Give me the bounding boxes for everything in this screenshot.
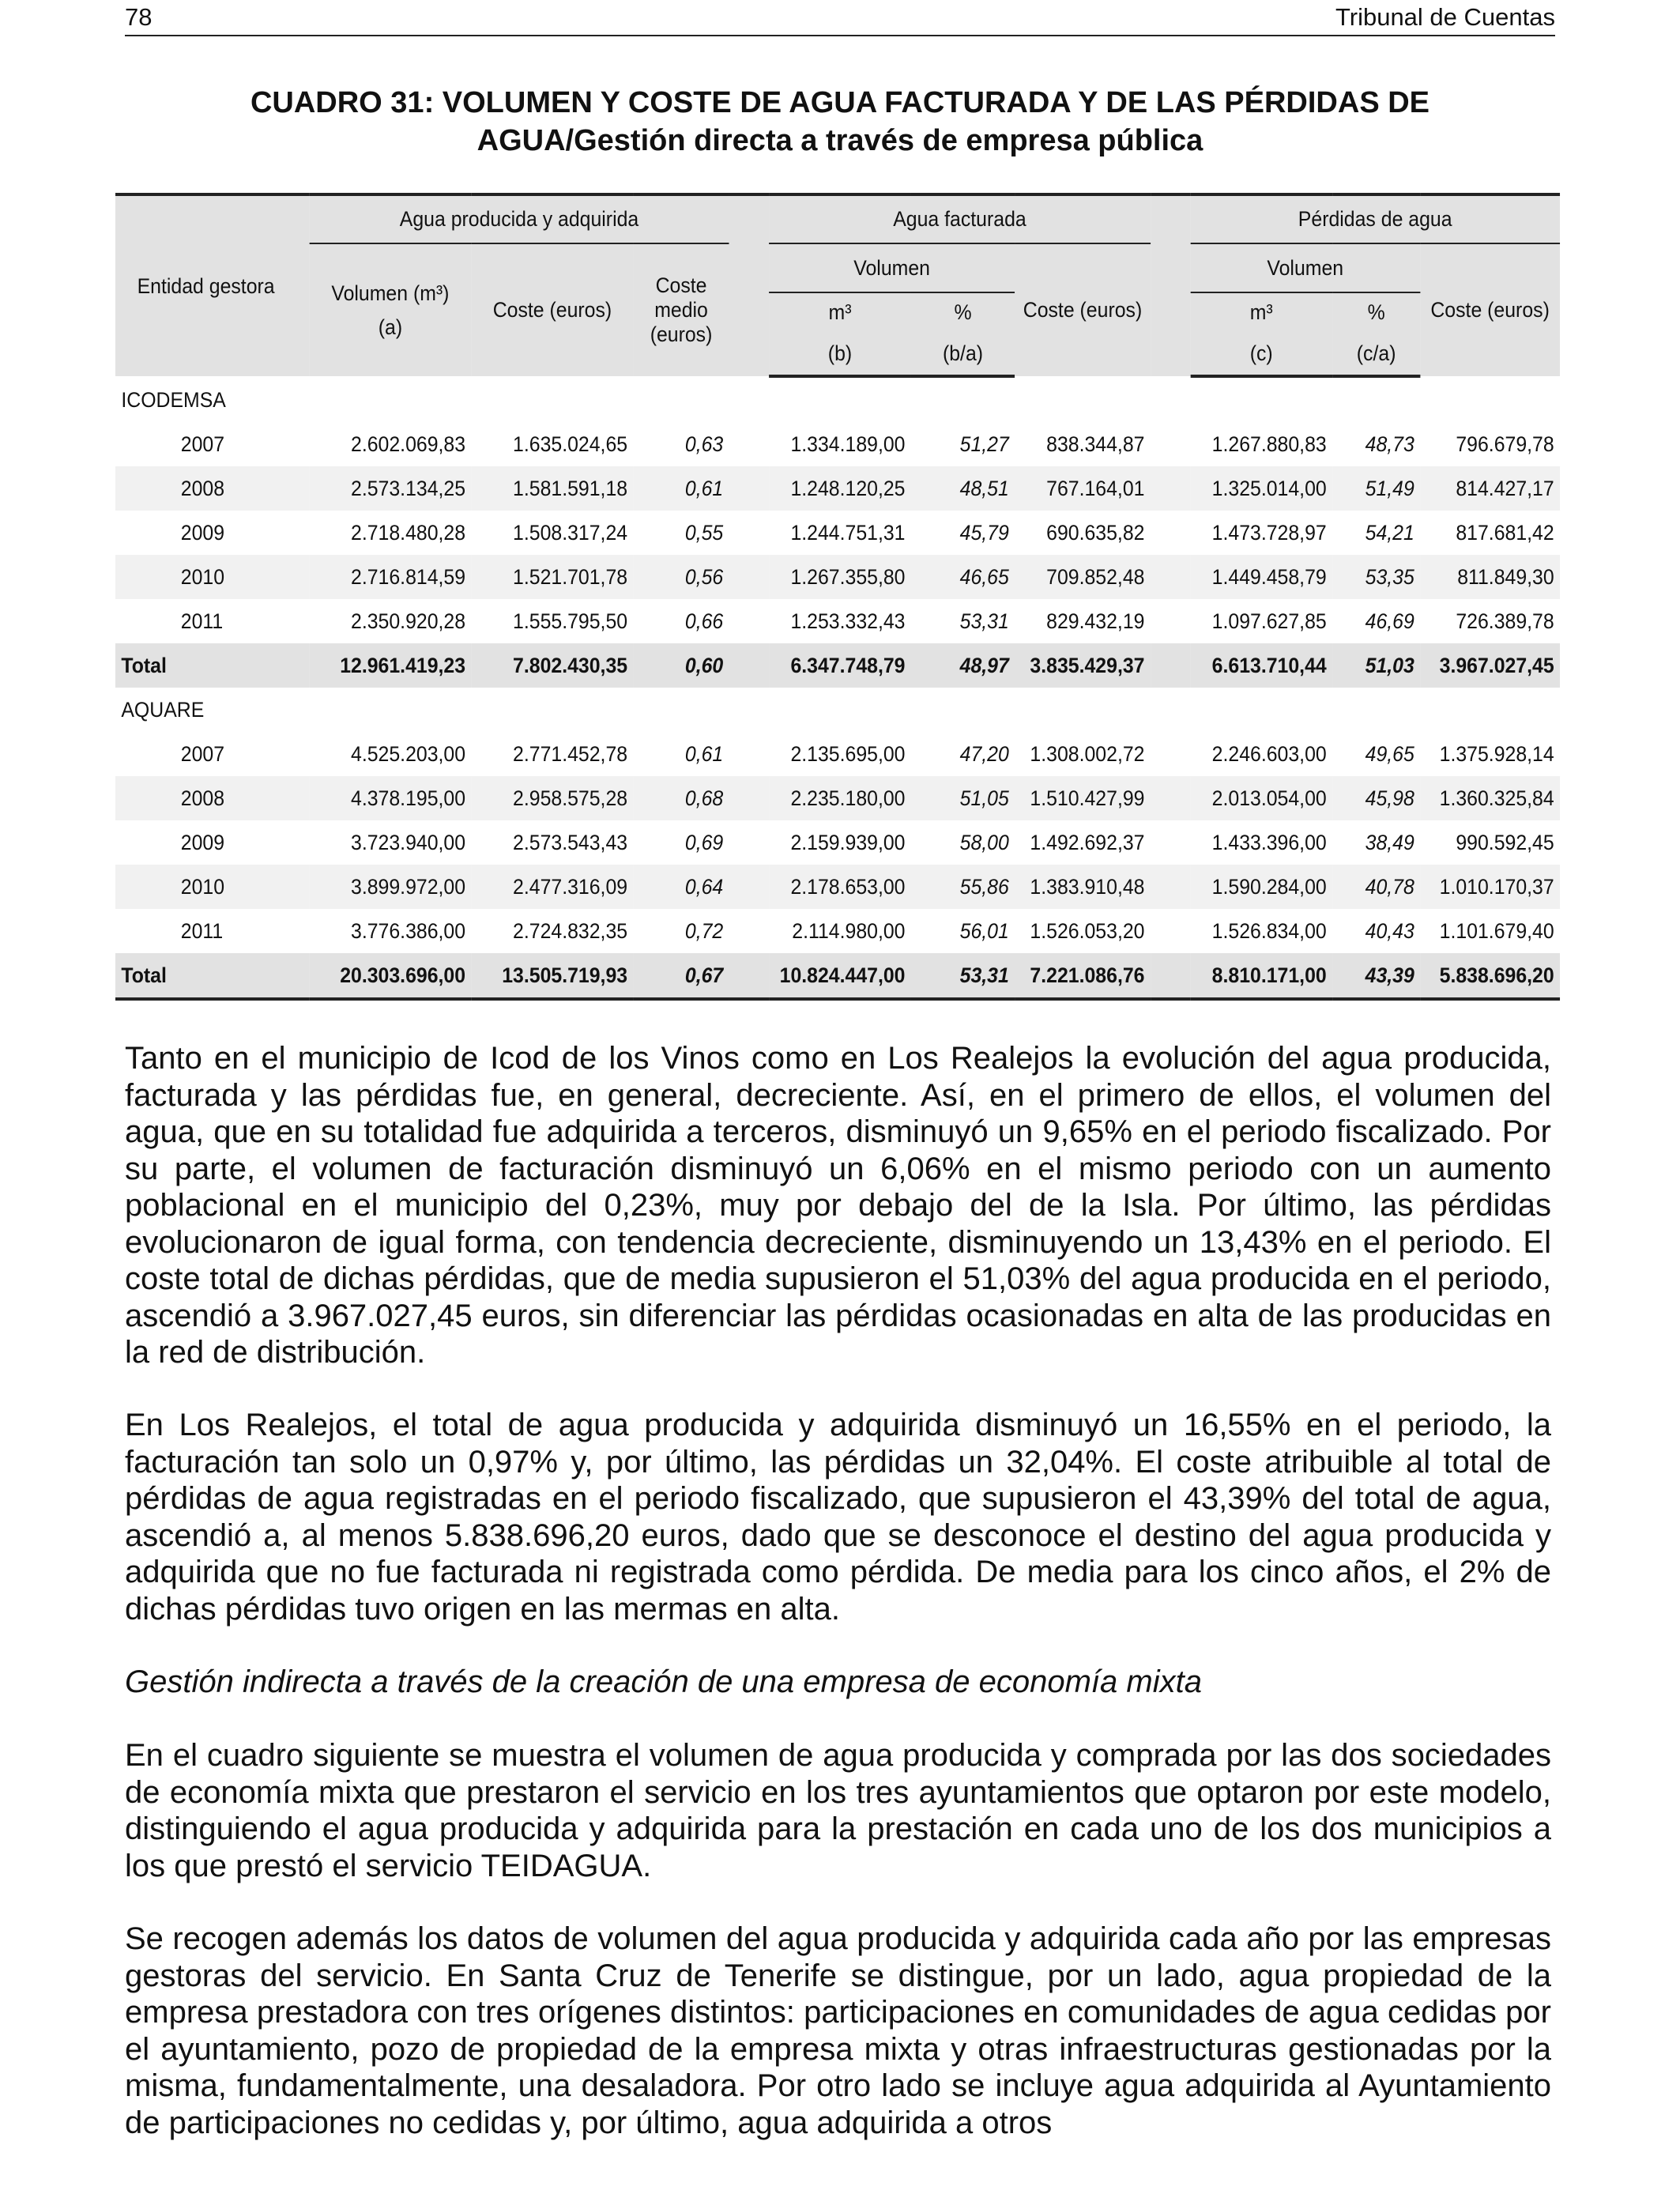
table-cell: 1.360.325,84 xyxy=(1420,776,1560,820)
paragraph-cuadro-siguiente xyxy=(125,1737,1551,1884)
header-perdidas: Pérdidas de agua xyxy=(1190,194,1560,243)
header-agua-facturada: Agua facturada xyxy=(769,194,1151,243)
cell-spacer xyxy=(1151,732,1190,776)
table-cell: 829.432,19 xyxy=(1046,609,1145,633)
cell-spacer xyxy=(1151,776,1190,820)
table-cell: Total xyxy=(115,643,309,688)
cell-spacer xyxy=(1151,511,1190,555)
table-cell: 43,39 xyxy=(1332,953,1420,999)
header-ca: (c/a) xyxy=(1332,332,1420,376)
table-cell: 1.253.332,43 xyxy=(790,609,906,633)
table-row xyxy=(115,732,1560,776)
table-row xyxy=(115,555,1560,599)
table-cell: 48,51 xyxy=(911,466,1015,511)
table-cell: 2.602.069,83 xyxy=(351,432,466,456)
cell-spacer xyxy=(729,599,769,643)
table-cell: 1.334.189,00 xyxy=(790,432,906,456)
table-cell: 51,03 xyxy=(1332,643,1420,688)
table-cell: 2011 xyxy=(180,918,224,943)
header-ba: (b/a) xyxy=(911,332,1015,376)
table-cell: 2.724.832,35 xyxy=(513,918,628,943)
cell-spacer xyxy=(729,909,769,953)
table-cell: 2.135.695,00 xyxy=(790,741,906,766)
table-cell: 2.477.316,09 xyxy=(471,865,633,909)
table-cell: 2.159.939,00 xyxy=(790,830,906,854)
header-agua-producida: Agua producida y adquirida xyxy=(309,194,729,243)
table-cell: 1.555.795,50 xyxy=(513,609,628,633)
table-body xyxy=(115,376,1560,999)
table-cell: 58,00 xyxy=(959,830,1009,854)
table-cell: 2.718.480,28 xyxy=(351,520,466,545)
header-m3-b: m³ xyxy=(828,300,852,324)
cell-spacer xyxy=(1151,865,1190,909)
table-cell: 53,31 xyxy=(911,953,1015,999)
table-cell: 0,66 xyxy=(684,609,724,633)
table-cell: 2007 xyxy=(180,432,225,456)
table-cell: 49,65 xyxy=(1365,741,1414,766)
cell-spacer xyxy=(729,555,769,599)
header-spacer xyxy=(1151,243,1190,376)
table-cell: 3.899.972,00 xyxy=(309,865,471,909)
header-entidad: Entidad gestora xyxy=(115,194,309,376)
cell-spacer xyxy=(729,776,769,820)
table-cell: 13.505.719,93 xyxy=(471,953,633,999)
table-cell: 7.221.086,76 xyxy=(1015,953,1151,999)
table-cell: 1.097.627,85 xyxy=(1211,609,1327,633)
header-c: (c) xyxy=(1190,332,1332,376)
cell-spacer xyxy=(1151,466,1190,511)
table-cell: 2.114.980,00 xyxy=(792,918,906,943)
table-cell: 0,72 xyxy=(684,918,724,943)
table-cell: 1.635.024,65 xyxy=(513,432,628,456)
header-coste-perd: Coste (euros) xyxy=(1430,298,1550,322)
table-cell: 1.510.427,99 xyxy=(1015,776,1151,820)
table-cell: 814.427,17 xyxy=(1420,466,1560,511)
table-cell: 2.716.814,59 xyxy=(309,555,471,599)
table-cell: 0,69 xyxy=(684,830,724,854)
table-cell: 0,67 xyxy=(633,953,729,999)
table-cell: 1.010.170,37 xyxy=(1420,865,1560,909)
table-cell: 811.849,30 xyxy=(1420,555,1560,599)
paragraph-text: En Los Realejos, el total de agua producida y adquirida disminuyó un 16,55% en el periodo, la facturación tan solo un 0,97% y, por último, las pérdidas un 32,04%. El coste atribuible al total de pérdidas de agua registradas en el periodo fiscalizado, que supusieron el 43,39% del total de agua, ascendió a, al menos 5.838.696,20 euros, dado que se desconoce el destino del agua producida y adquirida que no fue facturada ni registrada como pérdida. De media para los cinco años, el 2% de dichas pérdidas tuvo origen en las mermas en alta. xyxy=(125,1408,1551,1627)
table-cell: 10.824.447,00 xyxy=(769,953,911,999)
group-row xyxy=(115,688,1560,732)
table-cell: 6.347.748,79 xyxy=(769,643,911,688)
table-cell: 990.592,45 xyxy=(1456,830,1554,854)
total-row xyxy=(115,643,1560,688)
table-cell: 1.267.880,83 xyxy=(1211,432,1327,456)
table-cell: 1.590.284,00 xyxy=(1190,865,1332,909)
table-cell: 1.508.317,24 xyxy=(513,520,628,545)
cell-spacer xyxy=(729,643,769,688)
table-cell: 51,49 xyxy=(1332,466,1420,511)
group-name: ICODEMSA xyxy=(121,387,226,412)
cell-spacer xyxy=(1151,599,1190,643)
table-cell: 1.492.692,37 xyxy=(1030,830,1145,854)
table-cell: 48,73 xyxy=(1365,432,1414,456)
table-cell: 709.852,48 xyxy=(1015,555,1151,599)
table-cell: 53,31 xyxy=(959,609,1009,633)
paragraph-text: En el cuadro siguiente se muestra el volumen de agua producida y comprada por las dos sociedades de economía mixta que prestaron el servicio en los tres ayuntamientos que optaron por este modelo, distinguiendo el agua producida y adquirida para la prestación en cada uno de los dos municipios a los que prestó el servicio TEIDAGUA. xyxy=(125,1738,1551,1883)
header-a: (a) xyxy=(378,315,403,339)
total-row xyxy=(115,953,1560,999)
table-cell: 1.449.458,79 xyxy=(1190,555,1332,599)
header-b: (b) xyxy=(769,332,911,376)
table-cell: 46,65 xyxy=(911,555,1015,599)
table-cell: 796.679,78 xyxy=(1456,432,1554,456)
table-cell: 2.235.180,00 xyxy=(769,776,911,820)
table-row xyxy=(115,599,1560,643)
table-cell: 8.810.171,00 xyxy=(1190,953,1332,999)
cell-spacer xyxy=(1151,422,1190,466)
header-m3-c: m³ xyxy=(1249,300,1273,324)
table-cell: 1.325.014,00 xyxy=(1190,466,1332,511)
cell-spacer xyxy=(729,820,769,865)
table-row xyxy=(115,466,1560,511)
table-cell: 40,43 xyxy=(1365,918,1414,943)
cell-spacer xyxy=(1151,643,1190,688)
header-volumen-m3: Volumen (m³) xyxy=(331,281,450,305)
section-heading xyxy=(125,1664,1551,1701)
table-cell: 1.526.053,20 xyxy=(1030,918,1145,943)
table-cell: 51,05 xyxy=(911,776,1015,820)
table-row xyxy=(115,422,1560,466)
header-coste: Coste (euros) xyxy=(492,298,612,322)
table-cell: 1.267.355,80 xyxy=(769,555,911,599)
table-cell: 3.723.940,00 xyxy=(351,830,466,854)
table-cell: 1.101.679,40 xyxy=(1439,918,1554,943)
table-cell: 2008 xyxy=(115,776,309,820)
table-title-line1: CUADRO 31: VOLUMEN Y COSTE DE AGUA FACTURADA Y DE LAS PÉRDIDAS DE xyxy=(250,86,1430,119)
table-cell: 817.681,42 xyxy=(1456,520,1554,545)
table-cell: 0,60 xyxy=(633,643,729,688)
header-organization: Tribunal de Cuentas xyxy=(1335,3,1555,31)
cell-spacer xyxy=(1151,953,1190,999)
header-coste-medio: Coste medio (euros) xyxy=(650,273,713,346)
group-name: AQUARE xyxy=(121,697,205,722)
table-cell: 51,27 xyxy=(959,432,1009,456)
table-cell: 55,86 xyxy=(911,865,1015,909)
paragraph-icod xyxy=(125,1040,1551,1371)
table-cell: 2.350.920,28 xyxy=(351,609,466,633)
table-cell: 1.308.002,72 xyxy=(1030,741,1145,766)
table-cell: 1.248.120,25 xyxy=(769,466,911,511)
table-cell: 45,98 xyxy=(1332,776,1420,820)
table-cell: 2010 xyxy=(115,865,309,909)
header-spacer xyxy=(1151,194,1190,243)
table-cell: 0,63 xyxy=(684,432,724,456)
cell-spacer xyxy=(729,466,769,511)
data-table-container xyxy=(115,193,1560,1001)
group-row xyxy=(115,376,1560,422)
table-cell: 2009 xyxy=(180,520,225,545)
table-cell: 2.771.452,78 xyxy=(513,741,628,766)
table-cell: 2.013.054,00 xyxy=(1190,776,1332,820)
table-cell: 1.521.701,78 xyxy=(471,555,633,599)
table-cell: 1.433.396,00 xyxy=(1211,830,1327,854)
header-pct-ba: % xyxy=(954,300,972,324)
table-cell: 6.613.710,44 xyxy=(1190,643,1332,688)
header-pct-ca: % xyxy=(1367,300,1385,324)
table-cell: 2011 xyxy=(180,609,224,633)
table-title xyxy=(142,84,1538,160)
table-cell: 3.835.429,37 xyxy=(1015,643,1151,688)
cell-spacer xyxy=(729,865,769,909)
table-cell: 2.573.543,43 xyxy=(513,830,628,854)
table-cell: 2.178.653,00 xyxy=(769,865,911,909)
table-cell: 767.164,01 xyxy=(1015,466,1151,511)
table-cell: 690.635,82 xyxy=(1046,520,1145,545)
table-cell: 4.525.203,00 xyxy=(351,741,466,766)
section-heading-text: Gestión indirecta a través de la creación de una empresa de economía mixta xyxy=(125,1664,1202,1699)
table-cell: 2.958.575,28 xyxy=(471,776,633,820)
paragraph-realejos xyxy=(125,1407,1551,1627)
cell-spacer xyxy=(729,511,769,555)
header-spacer xyxy=(729,194,769,243)
table-row xyxy=(115,820,1560,865)
cell-spacer xyxy=(729,732,769,776)
table-cell: 0,64 xyxy=(633,865,729,909)
table-cell: 0,61 xyxy=(633,466,729,511)
table-cell: 48,97 xyxy=(911,643,1015,688)
table-cell: 56,01 xyxy=(959,918,1009,943)
table-cell: 2007 xyxy=(180,741,225,766)
table-cell: 0,68 xyxy=(633,776,729,820)
table-header xyxy=(115,194,1560,376)
table-row xyxy=(115,776,1560,820)
table-cell: 3.967.027,45 xyxy=(1420,643,1560,688)
cell-spacer xyxy=(729,422,769,466)
table-cell: 12.961.419,23 xyxy=(309,643,471,688)
table-cell: 46,69 xyxy=(1365,609,1414,633)
cell-spacer xyxy=(1151,909,1190,953)
paragraph-text: Tanto en el municipio de Icod de los Vinos como en Los Realejos la evolución del agua producida, facturada y las pérdidas fue, en general, decreciente. Así, en el primero de ellos, el volumen del agua, que en su totalidad fue adquirida a terceros, disminuyó un 9,65% en el periodo fiscalizado. Por su parte, el volumen de facturación disminuyó un 6,06% en el mismo periodo con un aumento poblacional en el municipio del 0,23%, muy por debajo del de la Isla. Por último, las pérdidas evolucionaron de igual forma, con tendencia decreciente, disminuyendo un 13,43% en el periodo. El coste total de dichas pérdidas, que de media supusieron el 51,03% del agua producida en el periodo, ascendió a 3.967.027,45 euros, sin diferenciar las pérdidas ocasionadas en alta de las producidas en la red de distribución. xyxy=(125,1041,1551,1370)
table-cell: Total xyxy=(115,953,309,999)
table-cell: 7.802.430,35 xyxy=(471,643,633,688)
cell-spacer xyxy=(1151,555,1190,599)
table-cell: 45,79 xyxy=(959,520,1009,545)
header-coste-fact: Coste (euros) xyxy=(1023,298,1143,322)
table-cell: 1.244.751,31 xyxy=(790,520,906,545)
table-cell: 2009 xyxy=(180,830,225,854)
table-cell: 1.581.591,18 xyxy=(471,466,633,511)
table-cell: 838.344,87 xyxy=(1046,432,1145,456)
table-cell: 53,35 xyxy=(1332,555,1420,599)
table-title-line2: AGUA/Gestión directa a través de empresa pública xyxy=(477,124,1203,157)
table-cell: 54,21 xyxy=(1365,520,1414,545)
table-cell: 726.389,78 xyxy=(1456,609,1554,633)
table-row xyxy=(115,909,1560,953)
table-cell: 2008 xyxy=(115,466,309,511)
table-cell: 0,55 xyxy=(684,520,724,545)
header-volumen-perd: Volumen xyxy=(1190,243,1420,292)
table-cell: 1.473.728,97 xyxy=(1211,520,1327,545)
table-cell: 4.378.195,00 xyxy=(309,776,471,820)
table-cell: 1.526.834,00 xyxy=(1211,918,1327,943)
paragraph-datos-volumen xyxy=(125,1921,1551,2141)
table-cell: 47,20 xyxy=(959,741,1009,766)
header-spacer xyxy=(729,243,769,376)
page-header xyxy=(125,3,1555,36)
table-cell: 20.303.696,00 xyxy=(309,953,471,999)
table-row xyxy=(115,865,1560,909)
table-cell: 3.776.386,00 xyxy=(351,918,466,943)
water-volume-cost-table xyxy=(115,193,1560,1001)
table-cell: 5.838.696,20 xyxy=(1420,953,1560,999)
table-cell: 2.573.134,25 xyxy=(309,466,471,511)
cell-spacer xyxy=(1151,820,1190,865)
header-volumen-a xyxy=(309,243,471,376)
header-volumen-fact: Volumen xyxy=(769,243,1015,292)
table-cell: 40,78 xyxy=(1332,865,1420,909)
page-number: 78 xyxy=(125,3,153,31)
table-cell: 0,61 xyxy=(684,741,724,766)
table-cell: 1.375.928,14 xyxy=(1439,741,1554,766)
table-cell: 1.383.910,48 xyxy=(1015,865,1151,909)
table-cell: 2.246.603,00 xyxy=(1211,741,1327,766)
table-cell: 38,49 xyxy=(1365,830,1414,854)
table-cell: 0,56 xyxy=(633,555,729,599)
paragraph-text: Se recogen además los datos de volumen del agua producida y adquirida cada año por las empresas gestoras del servicio. En Santa Cruz de Tenerife se distingue, por un lado, agua propiedad de la empresa prestadora con tres orígenes distintos: participaciones en comunidades de agua cedidas por el ayuntamiento, pozo de propiedad de la empresa mixta y otras infraestructuras gestionadas por la misma, fundamentalmente, una desaladora. Por otro lado se incluye agua adquirida al Ayuntamiento de participaciones no cedidas y, por último, agua adquirida a otros xyxy=(125,1921,1551,2140)
cell-spacer xyxy=(729,953,769,999)
table-row xyxy=(115,511,1560,555)
table-cell: 2010 xyxy=(115,555,309,599)
